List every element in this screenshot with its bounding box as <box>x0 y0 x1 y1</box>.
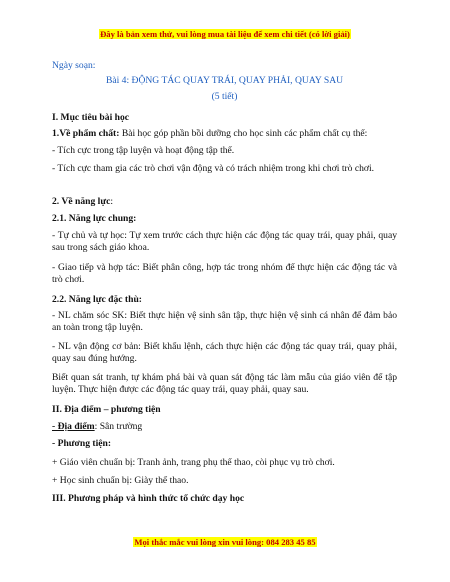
bullet-active-games: - Tích cực tham gia các trò chơi vận động và có trách nhiệm trong khi chơi trò chơi. <box>52 163 375 174</box>
specific-competence-observation: Biết quan sát tranh, tự khám phá bài và quan sát động tác làm mẫu của giáo viên để tập luyện. Thực hiện được các động tác quay trái, quay phải, quay sau. <box>52 372 397 396</box>
location-label: - Địa điểm <box>52 421 95 432</box>
qualities-text: Bài học góp phần bồi dưỡng cho học sinh các phẩm chất cụ thể: <box>119 128 368 139</box>
section-heading-specific-competence: 2.2. Năng lực đặc thù: <box>52 294 142 305</box>
equipment-student: + Học sinh chuẩn bị: Giày thể thao. <box>52 475 189 486</box>
preview-banner-text: Đây là bản xem thử, vui lòng mua tài liệu để xem chi tiết (có lời giải) <box>100 29 350 39</box>
specific-competence-health: - NL chăm sóc SK: Biết thực hiện vệ sinh sân tập, thực hiện vệ sinh cá nhân để đảm bảo an toàn trong tập luyện. <box>52 310 397 334</box>
qualities-paragraph <box>52 128 397 140</box>
specific-competence-motor: - NL vận động cơ bản: Biết khẩu lệnh, cách thực hiện các động tác quay trái, quay phải, quay sau đúng hướng. <box>52 341 397 365</box>
qualities-label: 1.Về phẩm chất: <box>52 128 120 139</box>
general-competence-self-study: - Tự chủ và tự học: Tự xem trước cách thực hiện các động tác quay trái, quay phải, quay sau trong sách giáo khoa. <box>52 230 397 254</box>
competence-heading-text: 2. Về năng lực <box>52 196 111 207</box>
location-text: : Sân trường <box>94 421 143 432</box>
bullet-active-training: - Tích cực trong tập luyện và hoạt động tập thể. <box>52 145 235 156</box>
date-label: Ngày soạn: <box>52 60 96 71</box>
preview-banner <box>0 29 450 39</box>
location-paragraph <box>52 421 397 433</box>
equipment-label: - Phương tiện: <box>52 438 112 449</box>
section-heading-methods: III. Phương pháp và hình thức tổ chức dạy học <box>52 493 245 504</box>
section-heading-competence <box>52 196 397 208</box>
lesson-duration: (5 tiết) <box>211 91 238 102</box>
competence-heading-colon: : <box>110 196 114 207</box>
lesson-title: Bài 4: ĐỘNG TÁC QUAY TRÁI, QUAY PHẢI, QUAY SAU <box>105 75 344 86</box>
general-competence-cooperation: - Giao tiếp và hợp tác: Biết phân công, hợp tác trong nhóm để thực hiện các động tác và trò chơi. <box>52 262 397 286</box>
section-heading-objectives: I. Mục tiêu bài học <box>52 112 130 123</box>
section-heading-location: II. Địa điểm – phương tiện <box>52 404 161 415</box>
contact-banner-text: Mọi thắc mắc vui lòng xin vui lòng: 084 283 45 85 <box>134 537 316 547</box>
section-heading-general-competence: 2.1. Năng lực chung: <box>52 213 137 224</box>
contact-banner <box>0 537 450 547</box>
equipment-teacher: + Giáo viên chuẩn bị: Tranh ảnh, trang phụ thể thao, còi phục vụ trò chơi. <box>52 457 335 468</box>
